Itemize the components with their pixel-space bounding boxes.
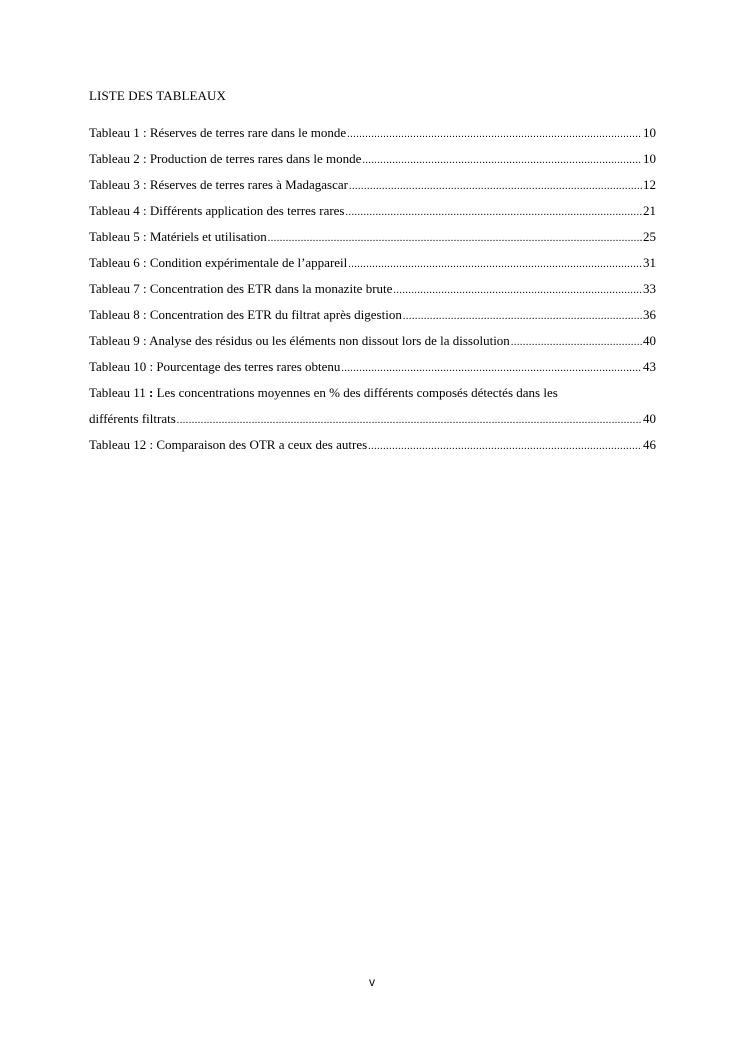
entry-page-number: 31 (643, 255, 656, 270)
entry-page-number: 25 (643, 229, 656, 244)
page-title: LISTE DES TABLEAUX (89, 88, 227, 103)
dot-leader (346, 205, 643, 221)
entry-label: Tableau 9 : Analyse des résidus ou les éléments non dissout lors de la dissolution (89, 333, 510, 348)
entry-label: Tableau 10 : Pourcentage des terres rares obtenu (89, 359, 341, 374)
entry-label: Tableau 1 : Réserves de terres rare dans le monde (89, 125, 347, 140)
table-list (89, 125, 656, 463)
entry-page-number: 10 (643, 125, 656, 140)
entry-label: Tableau 3 : Réserves de terres rares à Madagascar (89, 177, 348, 192)
toc-entry-1[interactable] (89, 125, 656, 151)
entry-label-line-2 (89, 411, 656, 437)
entry-page-number: 21 (643, 203, 656, 218)
entry-page-number: 43 (643, 359, 656, 374)
dot-leader (393, 283, 642, 299)
entry-label: Tableau 12 : Comparaison des OTR a ceux des autres (89, 437, 368, 452)
toc-entry-7[interactable] (89, 281, 656, 307)
dot-leader (347, 127, 642, 143)
entry-label: Tableau 8 : Concentration des ETR du filtrat après digestion (89, 307, 402, 322)
toc-entry-11[interactable] (89, 385, 656, 437)
entry-label-line-1 (89, 385, 656, 411)
dot-leader (368, 439, 642, 455)
toc-entry-8[interactable] (89, 307, 656, 333)
entry-colon: : (148, 385, 154, 400)
toc-entry-2[interactable] (89, 151, 656, 177)
toc-entry-3[interactable] (89, 177, 656, 203)
entry-label: Tableau 5 : Matériels et utilisation (89, 229, 267, 244)
dot-leader (348, 257, 642, 273)
dot-leader (403, 309, 642, 325)
entry-page-number: 36 (643, 307, 656, 322)
entry-continuation: différents filtrats (89, 411, 176, 426)
entry-page-number: 10 (643, 151, 656, 166)
entry-page-number: 40 (643, 411, 656, 426)
toc-entry-6[interactable] (89, 255, 656, 281)
entry-label: Tableau 7 : Concentration des ETR dans la monazite brute (89, 281, 393, 296)
toc-entry-9[interactable] (89, 333, 656, 359)
entry-page-number: 40 (643, 333, 656, 348)
entry-text: Les concentrations moyennes en % des différents composés détectés dans les (153, 385, 558, 400)
dot-leader (177, 413, 642, 429)
toc-entry-4[interactable] (89, 203, 656, 229)
toc-entry-10[interactable] (89, 359, 656, 385)
dot-leader (349, 179, 642, 195)
dot-leader (341, 361, 642, 377)
entry-label: Tableau 4 : Différents application des terres rares (89, 203, 345, 218)
page-number: v (369, 975, 375, 989)
toc-entry-5[interactable] (89, 229, 656, 255)
dot-leader (511, 335, 642, 351)
dot-leader (268, 231, 642, 247)
entry-label: Tableau 6 : Condition expérimentale de l’appareil (89, 255, 348, 270)
toc-entry-12[interactable] (89, 437, 656, 463)
entry-page-number: 33 (643, 281, 656, 296)
entry-page-number: 46 (643, 437, 656, 452)
entry-page-number: 12 (643, 177, 656, 192)
entry-prefix: Tableau 11 (89, 385, 149, 400)
entry-label: Tableau 2 : Production de terres rares dans le monde (89, 151, 362, 166)
dot-leader (362, 153, 642, 169)
